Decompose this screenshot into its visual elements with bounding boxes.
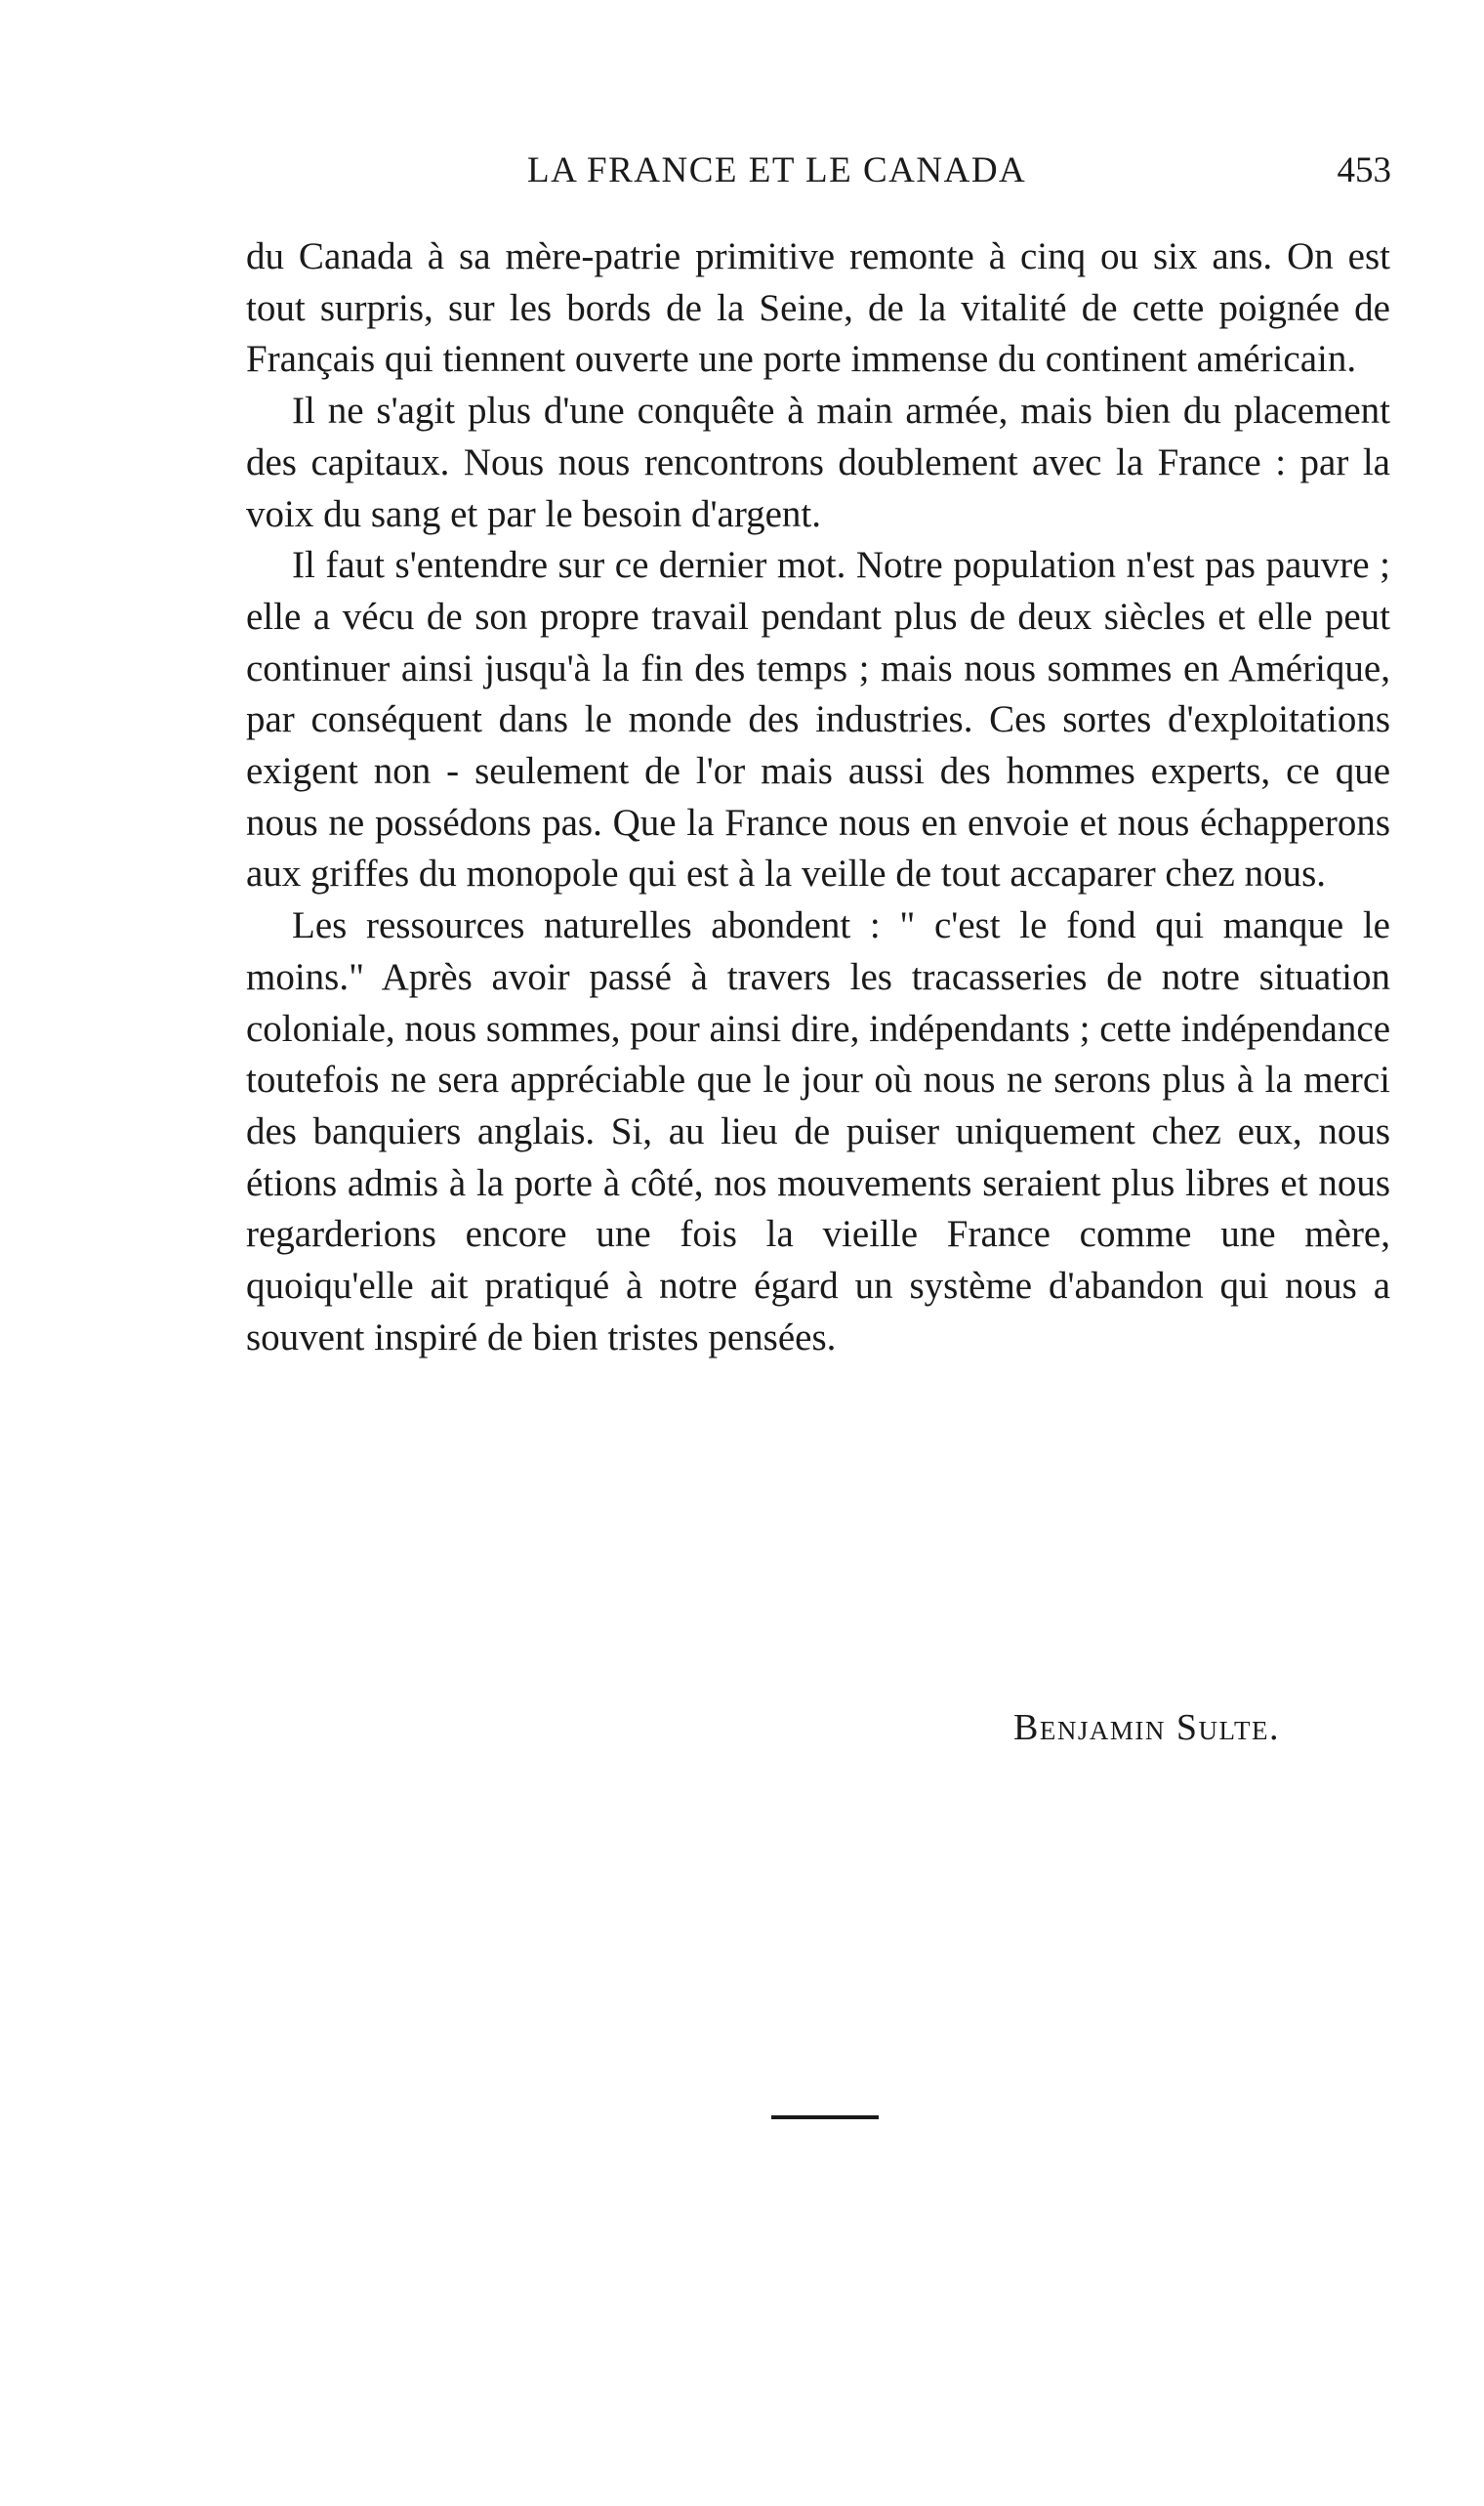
section-end-rule bbox=[771, 2115, 879, 2119]
running-title: LA FRANCE ET LE CANADA bbox=[527, 150, 1027, 190]
paragraph-continued: du Canada à sa mère-patrie primitive remonte à cinq ou six ans. On est tout surpris, sur les bords de la Seine, de la vitalité de cette poignée de Français qui tiennent ouverte une porte immense du continent américain. bbox=[246, 235, 1390, 381]
paragraph-capital-placement: Il ne s'agit plus d'une conquête à main armée, mais bien du placement des capitaux. Nous nous rencontrons doublement avec la France : par la voix du sang et par le besoin d'argent. bbox=[246, 390, 1390, 535]
author-signature: Benjamin Sulte. bbox=[1013, 1707, 1280, 1748]
paragraph-population: Il faut s'entendre sur ce dernier mot. Notre population n'est pas pauvre ; elle a vécu de son propre travail pendant plus de deux siècles et elle peut continuer ainsi jusqu'à la fin des temps ; mais nous sommes en Amérique, par conséquent dans le monde des industries. Ces sortes d'exploitations exigent non - seulement de l'or mais aussi des hommes experts, ce que nous ne possédons pas. Que la France nous en envoie et nous échapperons aux griffes du monopole qui est à la veille de tout accaparer chez nous. bbox=[246, 544, 1390, 896]
page-number: 453 bbox=[1337, 150, 1391, 190]
paragraph-natural-resources: Les ressources naturelles abondent : " c'est le fond qui manque le moins." Après avoir passé à travers les tracasseries de notre situation coloniale, nous sommes, pour ainsi dire, indépendants ; cette indépendance toutefois ne sera appréciable que le jour où nous ne serons plus à la merci des banquiers anglais. Si, au lieu de puiser uniquement chez eux, nous étions admis à la porte à côté, nos mouvements seraient plus libres et nous regarderions encore une fois la vieille France comme une mère, quoiqu'elle ait pratiqué à notre égard un système d'abandon qui nous a souvent inspiré de bien tristes pensées. bbox=[246, 904, 1390, 1358]
body-text bbox=[246, 231, 1390, 1363]
running-header bbox=[244, 146, 1391, 195]
